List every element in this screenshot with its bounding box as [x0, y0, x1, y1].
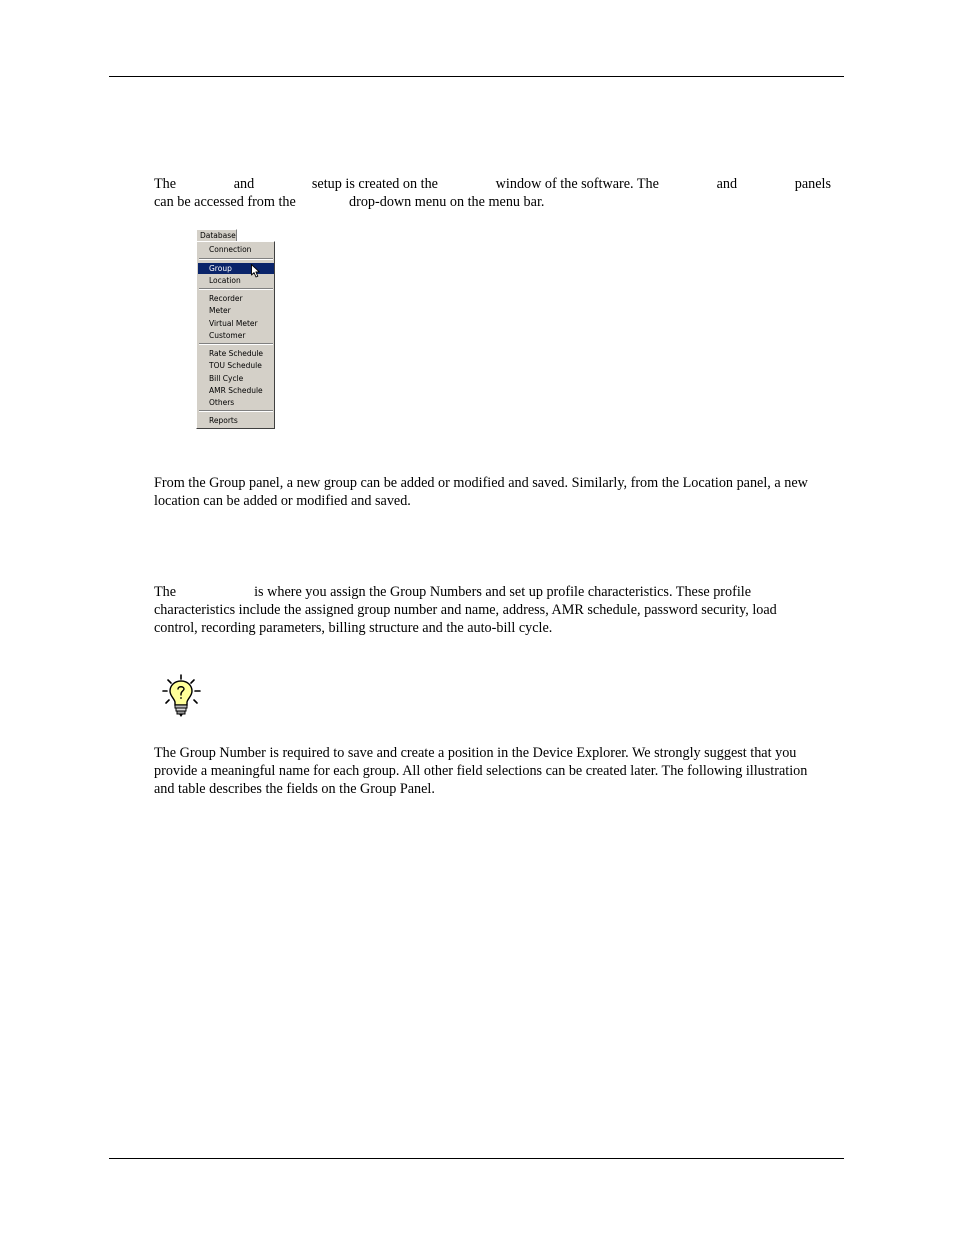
menu-separator — [199, 343, 273, 345]
menu-title-database[interactable]: Database — [196, 229, 237, 241]
intro-word: window of the software. The — [495, 176, 659, 192]
lightbulb-icon — [160, 673, 206, 719]
menu-item-rate-schedule[interactable]: Rate Schedule — [209, 349, 264, 358]
intro-word: panels — [794, 176, 831, 192]
menu-item-location[interactable]: Location — [209, 276, 241, 285]
menu-item-tou-schedule[interactable]: TOU Schedule — [209, 361, 262, 370]
group-number-line-3: and table describes the fields on the Group Panel. — [154, 781, 435, 797]
group-panel-line-1: The is where you assign the Group Numbers and set up profile characteristics. These profile — [154, 584, 752, 600]
menu-item-bill-cycle[interactable]: Bill Cycle — [209, 374, 244, 383]
intro-word: setup is created on the — [311, 176, 438, 192]
menu-item-virtual-meter[interactable]: Virtual Meter — [209, 319, 258, 328]
group-panel-line-2: characteristics include the assigned group number and name, address, AMR schedule, password security, load — [154, 602, 777, 618]
group-panel-line-3: control, recording parameters, billing structure and the auto-bill cycle. — [154, 620, 553, 636]
panels-line-1: From the Group panel, a new group can be added or modified and saved. Similarly, from the Location panel, a new — [154, 475, 808, 491]
group-panel-paragraph — [154, 583, 831, 637]
database-dropdown — [196, 241, 275, 429]
intro-word: and — [716, 176, 738, 192]
intro-paragraph — [154, 175, 831, 211]
group-number-line-1: The Group Number is required to save and create a position in the Device Explorer. We strongly suggest that you — [154, 745, 797, 761]
menu-item-customer[interactable]: Customer — [209, 331, 246, 340]
menu-item-group[interactable]: Group — [198, 263, 274, 274]
mouse-pointer-icon — [251, 264, 261, 278]
group-number-paragraph — [154, 744, 831, 798]
intro-word: and — [233, 176, 255, 192]
panels-paragraph — [154, 474, 831, 510]
footer-rule — [109, 1158, 844, 1159]
menu-separator — [199, 288, 273, 290]
database-menu-screenshot — [196, 229, 276, 429]
intro-line-1 — [154, 175, 831, 193]
menu-item-amr-schedule[interactable]: AMR Schedule — [209, 386, 263, 395]
menu-item-reports[interactable]: Reports — [209, 416, 238, 425]
group-number-line-2: provide a meaningful name for each group. All other field selections can be created later. The following illustration — [154, 763, 808, 779]
panels-line-2: location can be added or modified and saved. — [154, 493, 411, 509]
menu-separator — [199, 258, 273, 260]
menu-item-meter[interactable]: Meter — [209, 306, 231, 315]
menu-item-connection[interactable]: Connection — [209, 245, 252, 254]
intro-line-2: can be accessed from the drop-down menu on the menu bar. — [154, 194, 545, 210]
menu-separator — [199, 410, 273, 412]
intro-word: The — [154, 176, 177, 192]
menu-item-others[interactable]: Others — [209, 398, 235, 407]
menu-item-recorder[interactable]: Recorder — [209, 294, 243, 303]
header-rule — [109, 76, 844, 77]
